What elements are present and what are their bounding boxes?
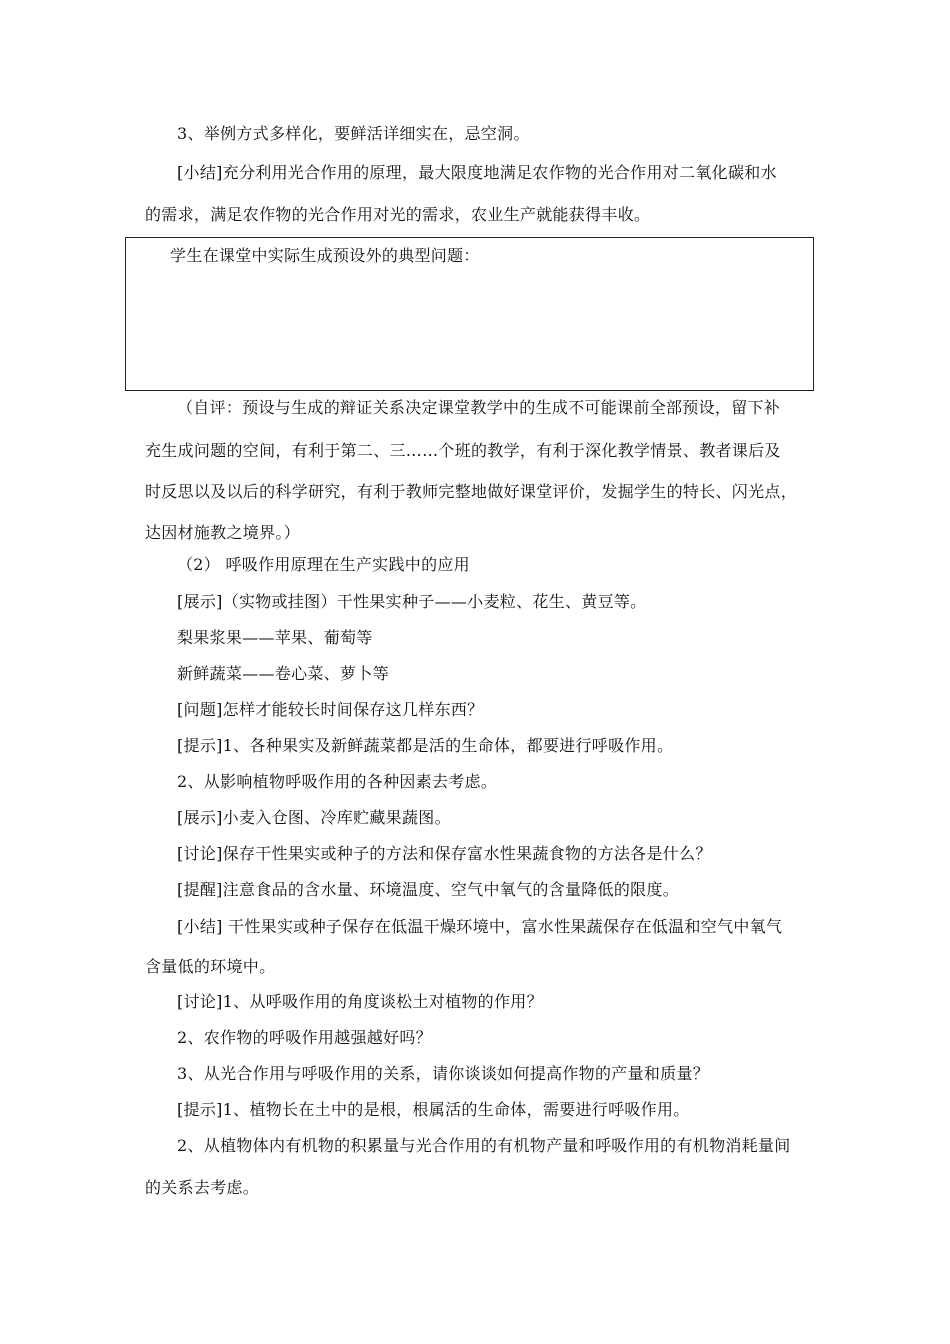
paragraph-line: 达因材施教之境界。）: [145, 523, 301, 542]
typical-questions-label: 学生在课堂中实际生成预设外的典型问题：: [170, 246, 480, 265]
paragraph-line: 的关系去考虑。: [145, 1178, 260, 1197]
paragraph-line: 3、举例方式多样化，要鲜活详细实在，忌空洞。: [177, 124, 530, 143]
paragraph-line: 的需求，满足农作物的光合作用对光的需求，农业生产就能获得丰收。: [145, 205, 651, 224]
paragraph-line: 2、农作物的呼吸作用越强越好吗？: [177, 1028, 432, 1047]
paragraph-line: [问题]怎样才能较长时间保存这几样东西？: [177, 700, 484, 719]
paragraph-line: [提示]1、各种果实及新鲜蔬菜都是活的生命体，都要进行呼吸作用。: [177, 736, 674, 755]
paragraph-line: [展示]（实物或挂图）干性果实种子——小麦粒、花生、黄豆等。: [177, 592, 647, 611]
paragraph-line: 含量低的环境中。: [145, 957, 276, 976]
paragraph-line: （自评：预设与生成的辩证关系决定课堂教学中的生成不可能课前全部预设，留下补: [177, 398, 781, 417]
typical-questions-box: [125, 237, 814, 391]
paragraph-line: [小结]充分利用光合作用的原理，最大限度地满足农作物的光合作用对二氧化碳和水: [177, 163, 777, 182]
section-heading: （2） 呼吸作用原理在生产实践中的应用: [177, 555, 470, 574]
paragraph-line: [讨论]保存干性果实或种子的方法和保存富水性果蔬食物的方法各是什么？: [177, 844, 712, 863]
paragraph-line: [展示]小麦入仓图、冷库贮藏果蔬图。: [177, 808, 451, 827]
paragraph-line: 3、从光合作用与呼吸作用的关系，请你谈谈如何提高作物的产量和质量？: [177, 1064, 710, 1083]
paragraph-line: 梨果浆果——苹果、葡萄等: [177, 628, 373, 647]
paragraph-line: 时反思以及以后的科学研究，有利于教师完整地做好课堂评价，发掘学生的特长、闪光点，: [145, 482, 798, 501]
paragraph-line: 2、从植物体内有机物的积累量与光合作用的有机物产量和呼吸作用的有机物消耗量间: [177, 1136, 791, 1155]
paragraph-line: [小结] 干性果实或种子保存在低温干燥环境中，富水性果蔬保存在低温和空气中氧气: [177, 917, 783, 936]
paragraph-line: 新鲜蔬菜——卷心菜、萝卜等: [177, 664, 389, 683]
paragraph-line: 充生成问题的空间，有利于第二、三……个班的教学，有利于深化教学情景、教者课后及: [145, 441, 781, 460]
paragraph-line: [讨论]1、从呼吸作用的角度谈松土对植物的作用？: [177, 992, 543, 1011]
paragraph-line: [提醒]注意食品的含水量、环境温度、空气中氧气的含量降低的限度。: [177, 880, 680, 899]
paragraph-line: 2、从影响植物呼吸作用的各种因素去考虑。: [177, 772, 498, 791]
paragraph-line: [提示]1、植物长在土中的是根，根属活的生命体，需要进行呼吸作用。: [177, 1100, 690, 1119]
